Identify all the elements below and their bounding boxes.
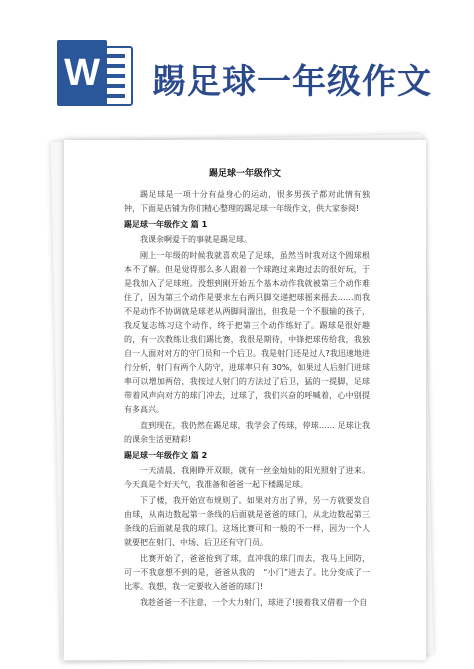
paragraph: 一天清晨，我刚睁开双眼，就有一丝金灿灿的阳光照射了进来。今天真是个好天气，我准备和爸爸一起下楼踢足球。: [124, 466, 370, 489]
paragraph: 直到现在，我仍然在踢足球，我学会了传球，停球…… 足球让我的课余生活更精彩!: [124, 421, 370, 444]
paragraph: 我课余啊爱干的事就是踢足球。: [140, 235, 252, 244]
section-heading: 踢足球一年级作文 篇 2: [124, 451, 208, 460]
paragraph: 我趁爸爸一不注意，一个大力射门，球进了!接着我又借着一个自: [140, 598, 368, 607]
header: [0, 0, 474, 120]
section-heading: 踢足球一年级作文 篇 1: [124, 220, 208, 229]
word-icon-letter: W: [57, 40, 107, 106]
paragraph: 比赛开始了，爸爸抢到了球，直冲我的球门而去，我马上回防，可一不我意想不到的是，爸爸从我的 “小门”进去了。比分变成了一比零。我想，我一定要收入爸爸的球门!: [124, 554, 370, 591]
document-page: [64, 140, 426, 660]
document-title: 踢足球一年级作文: [208, 169, 281, 179]
paragraph: 下了楼，我开始宣布规则了。如果对方出了界，另一方就要发自由球，从南边数起第一条线的后面就是爸爸的球门，从北边数起第三条线的后面就是我的球门。这场比赛可和一般的不一样，因为一个人就要把在射门、中场、后卫还有守门员。: [124, 496, 370, 547]
paragraph: 刚上一年级的时候我就喜欢是了足球，虽然当时我对这个圆球根本不了解。但是觉得那么多人跟着一个球跑过来跑过去的很好玩，于是我加入了足球班。没想到刚开始五个基本动作我就被第三个动作难住了，因为第三个动作是要求左右两只脚交递把球摇来摇去……而我不是动作不协调就是球老从两脚间溜出，但我是一个不服输的孩子，我反复志练习这个动作，终于把第三个动作练好了。踢球是很好趣的，有一次教练让我们踢比赛，我很是期待，中锋把球传给我，我独自一人面对对方的守门员和一个后卫。我是射门还是过人?我迅速地进行分析，射门有两个人防守，进球率只有 30%，如果过人后射门进球率可以增加两倍，我按过人射门的方法过了后卫，猛的一提脚，足球带着风声向对方的球门冲去，过球了，我们兴奋的呼喊着，心中别提有多高兴。: [124, 251, 370, 414]
page-title: 踢足球一年级作文: [152, 62, 432, 102]
word-document-icon: [57, 40, 133, 106]
paragraph: 踢足球是一项十分有益身心的运动，很多男孩子都对此情有独钟，下面是店铺为你们精心整理的踢足球一年级作文，供大家参阅!: [124, 190, 370, 213]
document-body: [124, 188, 370, 612]
